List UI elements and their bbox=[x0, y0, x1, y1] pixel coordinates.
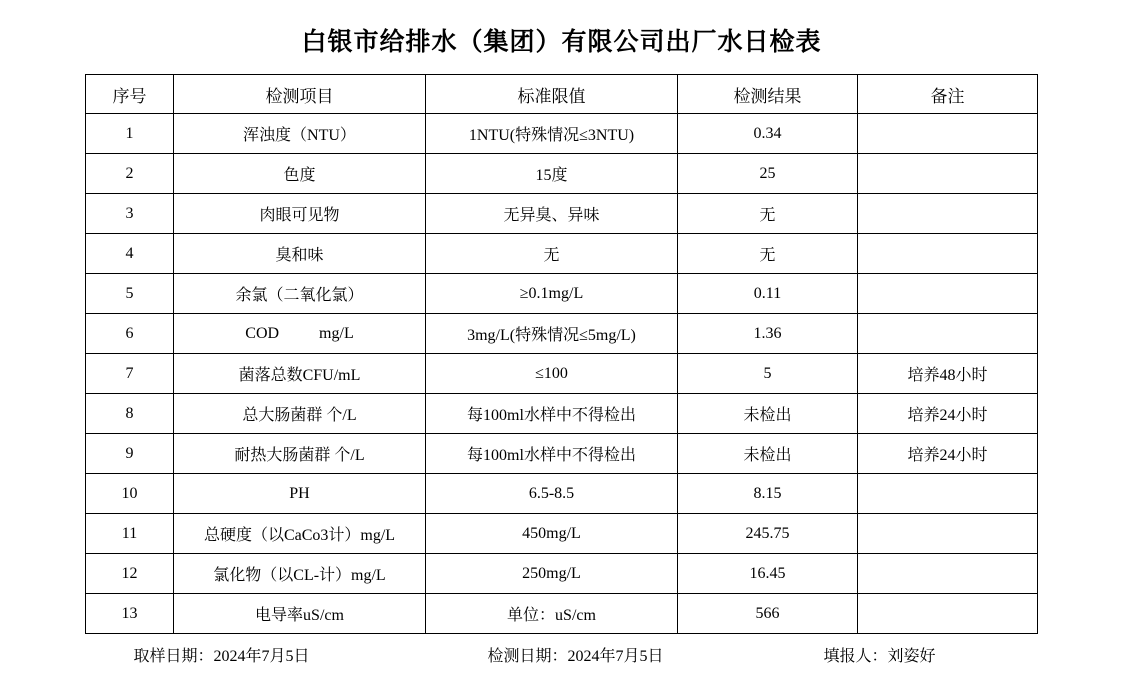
cell-item: 肉眼可见物 bbox=[174, 194, 426, 234]
table-row bbox=[86, 234, 1038, 274]
cell-no: 7 bbox=[86, 354, 174, 394]
cell-note bbox=[858, 274, 1038, 314]
table-row bbox=[86, 114, 1038, 154]
cell-standard: 无异臭、异味 bbox=[426, 194, 678, 234]
cell-standard: 单位：uS/cm bbox=[426, 594, 678, 634]
cell-item: 电导率uS/cm bbox=[174, 594, 426, 634]
table-row bbox=[86, 274, 1038, 314]
cell-result: 0.34 bbox=[678, 114, 858, 154]
cell-no: 6 bbox=[86, 314, 174, 354]
cell-item: 余氯（二氧化氯） bbox=[174, 274, 426, 314]
cell-no: 10 bbox=[86, 474, 174, 514]
cell-item: 色度 bbox=[174, 154, 426, 194]
cell-note: 培养24小时 bbox=[858, 434, 1038, 474]
cell-result: 5 bbox=[678, 354, 858, 394]
water-test-table bbox=[85, 74, 1038, 634]
cell-item: 总大肠菌群 个/L bbox=[174, 394, 426, 434]
cell-item: COD mg/L bbox=[174, 314, 426, 354]
cell-item: 浑浊度（NTU） bbox=[174, 114, 426, 154]
cell-standard: ≤100 bbox=[426, 354, 678, 394]
cell-standard: 每100ml水样中不得检出 bbox=[426, 394, 678, 434]
cell-no: 9 bbox=[86, 434, 174, 474]
cell-standard: 无 bbox=[426, 234, 678, 274]
cell-note bbox=[858, 114, 1038, 154]
cell-note bbox=[858, 474, 1038, 514]
cell-item: 耐热大肠菌群 个/L bbox=[174, 434, 426, 474]
cell-item: PH bbox=[174, 474, 426, 514]
cell-note bbox=[858, 554, 1038, 594]
table-header-row bbox=[86, 75, 1038, 114]
footer bbox=[86, 643, 1038, 666]
cell-result: 245.75 bbox=[678, 514, 858, 554]
cell-no: 2 bbox=[86, 154, 174, 194]
cell-no: 8 bbox=[86, 394, 174, 434]
table-row bbox=[86, 154, 1038, 194]
cell-no: 13 bbox=[86, 594, 174, 634]
table-row bbox=[86, 314, 1038, 354]
column-header-result: 检测结果 bbox=[678, 75, 858, 114]
table-row bbox=[86, 514, 1038, 554]
cell-standard: 15度 bbox=[426, 154, 678, 194]
cell-no: 4 bbox=[86, 234, 174, 274]
cell-no: 11 bbox=[86, 514, 174, 554]
cell-item: 总硬度（以CaCo3计）mg/L bbox=[174, 514, 426, 554]
column-header-note: 备注 bbox=[858, 75, 1038, 114]
cell-result: 1.36 bbox=[678, 314, 858, 354]
cell-standard: 每100ml水样中不得检出 bbox=[426, 434, 678, 474]
cell-no: 1 bbox=[86, 114, 174, 154]
column-header-item: 检测项目 bbox=[174, 75, 426, 114]
table-row bbox=[86, 594, 1038, 634]
table-row bbox=[86, 194, 1038, 234]
table-row bbox=[86, 434, 1038, 474]
cell-no: 5 bbox=[86, 274, 174, 314]
sample-date: 取样日期：2024年7月5日 bbox=[133, 648, 310, 665]
cell-result: 8.15 bbox=[678, 474, 858, 514]
cell-standard: ≥0.1mg/L bbox=[426, 274, 678, 314]
cell-no: 12 bbox=[86, 554, 174, 594]
cell-standard: 3mg/L(特殊情况≤5mg/L) bbox=[426, 314, 678, 354]
cell-result: 566 bbox=[678, 594, 858, 634]
table-row bbox=[86, 394, 1038, 434]
cell-note: 培养48小时 bbox=[858, 354, 1038, 394]
cell-result: 未检出 bbox=[678, 394, 858, 434]
cell-standard: 450mg/L bbox=[426, 514, 678, 554]
cell-result: 0.11 bbox=[678, 274, 858, 314]
table-row bbox=[86, 474, 1038, 514]
cell-standard: 250mg/L bbox=[426, 554, 678, 594]
reporter: 填报人：刘姿好 bbox=[823, 648, 936, 665]
cell-item: 氯化物（以CL-计）mg/L bbox=[174, 554, 426, 594]
cell-no: 3 bbox=[86, 194, 174, 234]
cell-item: 臭和味 bbox=[174, 234, 426, 274]
cell-result: 25 bbox=[678, 154, 858, 194]
cell-result: 16.45 bbox=[678, 554, 858, 594]
cell-result: 无 bbox=[678, 194, 858, 234]
cell-note bbox=[858, 314, 1038, 354]
cell-standard: 6.5-8.5 bbox=[426, 474, 678, 514]
column-header-no: 序号 bbox=[86, 75, 174, 114]
report-page bbox=[0, 22, 1123, 680]
cell-note bbox=[858, 154, 1038, 194]
page-title: 白银市给排水（集团）有限公司出厂水日检表 bbox=[301, 29, 822, 56]
cell-note bbox=[858, 194, 1038, 234]
cell-note bbox=[858, 234, 1038, 274]
cell-result: 无 bbox=[678, 234, 858, 274]
test-date: 检测日期：2024年7月5日 bbox=[487, 648, 664, 665]
cell-result: 未检出 bbox=[678, 434, 858, 474]
cell-item: 菌落总数CFU/mL bbox=[174, 354, 426, 394]
column-header-standard: 标准限值 bbox=[426, 75, 678, 114]
cell-note bbox=[858, 514, 1038, 554]
table-row bbox=[86, 554, 1038, 594]
cell-standard: 1NTU(特殊情况≤3NTU) bbox=[426, 114, 678, 154]
cell-note bbox=[858, 594, 1038, 634]
table-row bbox=[86, 354, 1038, 394]
cell-note: 培养24小时 bbox=[858, 394, 1038, 434]
